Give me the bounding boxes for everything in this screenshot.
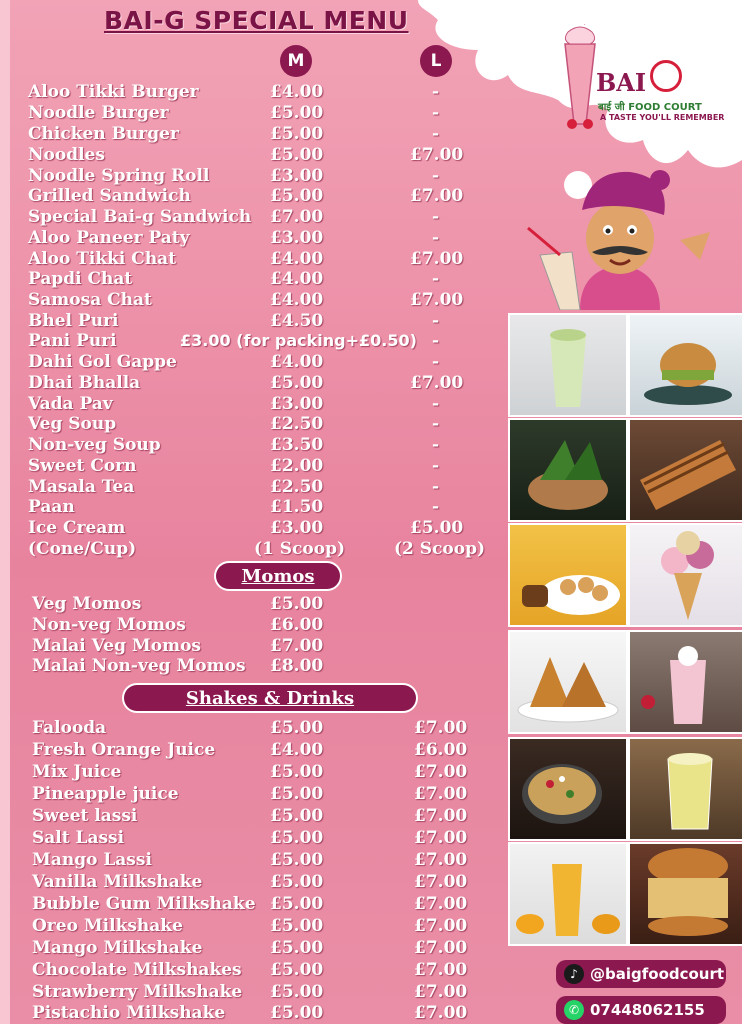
price-medium: £2.50	[270, 414, 324, 434]
price-large: -	[432, 456, 440, 476]
paan-leaf-icon	[510, 420, 626, 520]
burger-icon	[630, 315, 742, 415]
menu-row	[0, 311, 500, 331]
item-name: Mango Milkshake	[32, 938, 203, 958]
price-medium: £5.00	[270, 806, 324, 826]
brand-subtitle	[598, 99, 702, 113]
item-name: Special Bai-g Sandwich	[28, 207, 252, 227]
menu-row	[0, 186, 500, 206]
menu-row	[0, 331, 500, 351]
item-name: Fresh Orange Juice	[32, 740, 216, 760]
menu-row	[0, 103, 500, 123]
price-large: £6.00	[414, 740, 468, 760]
price-medium: £5.00	[270, 916, 324, 936]
momos-row	[0, 656, 500, 676]
tiktok-handle: @baigfoodcourt	[590, 965, 725, 983]
mango-juice-photo	[508, 842, 628, 946]
price-medium: £4.00	[270, 740, 324, 760]
menu-row	[0, 207, 500, 227]
price-medium: £5.00	[270, 850, 324, 870]
drinks-row	[0, 762, 500, 782]
brand-tagline: A TASTE YOU'LL REMEMBER	[600, 113, 725, 122]
noodle-burger-icon	[630, 844, 742, 944]
drinks-title: Shakes & Drinks	[124, 685, 416, 711]
price-medium: £5.00	[270, 373, 324, 393]
glass-drink-icon	[510, 315, 626, 415]
price-medium: £3.00 (for packing+£0.50)	[180, 331, 417, 350]
pani-puri-icon	[510, 525, 626, 625]
menu-row	[0, 373, 500, 393]
price-large: -	[432, 269, 440, 289]
grilled-sandwich-photo	[628, 418, 742, 522]
price-medium: £6.00	[270, 615, 324, 635]
price-medium: £5.00	[270, 762, 324, 782]
price-medium: £5.00	[270, 784, 324, 804]
item-name: Masala Tea	[28, 477, 135, 497]
chaat-bowl-icon	[510, 739, 626, 839]
momos-title: Momos	[216, 563, 340, 589]
momos-row	[0, 594, 500, 614]
item-name: Vada Pav	[28, 394, 113, 414]
price-large: -	[432, 414, 440, 434]
menu-row	[0, 518, 500, 538]
item-name: Aloo Tikki Chat	[28, 249, 177, 269]
price-large: £7.00	[414, 916, 468, 936]
item-name: Oreo Milkshake	[32, 916, 183, 936]
price-large: (2 Scoop)	[394, 539, 486, 559]
ice-cream-cone-icon	[630, 525, 742, 625]
price-large: £7.00	[414, 982, 468, 1002]
brand-hindi: बाई जी	[598, 102, 625, 113]
drinks-section-header	[122, 683, 418, 713]
ice-cream-photo	[628, 523, 742, 627]
brand-food-court: FOOD COURT	[628, 102, 702, 113]
strawberry-milkshake-photo	[628, 630, 742, 734]
item-name: Bubble Gum Milkshake	[32, 894, 256, 914]
price-large: -	[432, 497, 440, 517]
menu-row	[0, 269, 500, 289]
pistachio-shake-photo	[508, 313, 628, 417]
momos-section-header	[214, 561, 342, 591]
logo-milkshake-icon	[560, 24, 600, 134]
price-large: -	[432, 394, 440, 414]
whatsapp-icon: ✆	[564, 1000, 584, 1020]
price-large: -	[432, 228, 440, 248]
price-medium: £3.00	[270, 394, 324, 414]
item-name: Chicken Burger	[28, 124, 179, 144]
chef-mascot-icon	[520, 160, 720, 310]
size-large-badge: L	[420, 45, 452, 77]
price-large: £7.00	[414, 938, 468, 958]
menu-row	[0, 166, 500, 186]
item-name: Samosa Chat	[28, 290, 152, 310]
price-medium: £5.00	[270, 145, 324, 165]
price-large: -	[432, 207, 440, 227]
item-name: Pani Puri	[28, 331, 117, 351]
phone-number: 07448062155	[590, 1001, 705, 1019]
menu-row	[0, 82, 500, 102]
item-name: Mango Lassi	[32, 850, 152, 870]
juice-glass-icon	[510, 844, 626, 944]
price-large: £7.00	[414, 872, 468, 892]
item-name: Vanilla Milkshake	[32, 872, 203, 892]
brand-name: BAI	[596, 68, 647, 97]
price-large: -	[432, 124, 440, 144]
item-name: Non-veg Soup	[28, 435, 161, 455]
item-name: Mix Juice	[32, 762, 122, 782]
price-medium: £7.00	[270, 207, 324, 227]
menu-row	[0, 290, 500, 310]
vada-pav-photo	[628, 313, 742, 417]
momos-row	[0, 636, 500, 656]
drinks-row	[0, 872, 500, 892]
item-name: Papdi Chat	[28, 269, 133, 289]
price-medium: £5.00	[270, 938, 324, 958]
item-name: Strawberry Milkshake	[32, 982, 243, 1002]
menu-row	[0, 124, 500, 144]
price-large: £7.00	[410, 145, 464, 165]
price-large: £7.00	[410, 249, 464, 269]
milkshake-icon	[630, 632, 742, 732]
price-large: -	[432, 477, 440, 497]
price-large: £7.00	[410, 373, 464, 393]
item-name: Aloo Paneer Paty	[28, 228, 190, 248]
price-medium: £5.00	[270, 186, 324, 206]
item-name: Noodle Burger	[28, 103, 169, 123]
price-large: £7.00	[414, 894, 468, 914]
drinks-row	[0, 718, 500, 738]
item-name: Dhai Bhalla	[28, 373, 141, 393]
menu-row	[0, 477, 500, 497]
item-name: Bhel Puri	[28, 311, 119, 331]
price-medium: £5.00	[270, 982, 324, 1002]
menu-row	[0, 352, 500, 372]
menu-row	[0, 249, 500, 269]
price-medium: £3.00	[270, 518, 324, 538]
drinks-row	[0, 894, 500, 914]
price-large: £7.00	[410, 290, 464, 310]
price-medium: £5.00	[270, 872, 324, 892]
menu-row	[0, 228, 500, 248]
phone-button[interactable]	[556, 996, 726, 1024]
drinks-row	[0, 806, 500, 826]
price-large: -	[432, 331, 440, 351]
price-medium: £5.00	[270, 124, 324, 144]
item-name: Aloo Tikki Burger	[28, 82, 199, 102]
item-name: Sweet Corn	[28, 456, 137, 476]
drinks-row	[0, 938, 500, 958]
item-name: Salt Lassi	[32, 828, 125, 848]
item-name: Sweet lassi	[32, 806, 138, 826]
size-medium-badge: M	[280, 45, 312, 77]
menu-row	[0, 456, 500, 476]
price-medium: £7.00	[270, 636, 324, 656]
price-medium: £2.00	[270, 456, 324, 476]
drinks-row	[0, 828, 500, 848]
item-name: Malai Non-veg Momos	[32, 656, 246, 676]
lassi-glass-icon	[630, 739, 742, 839]
drinks-row	[0, 1003, 500, 1023]
item-name: Falooda	[32, 718, 107, 738]
price-medium: £3.00	[270, 166, 324, 186]
drinks-row	[0, 740, 500, 760]
menu-row	[0, 145, 500, 165]
drinks-row	[0, 784, 500, 804]
price-medium: £8.00	[270, 656, 324, 676]
price-large: -	[432, 103, 440, 123]
price-medium: (1 Scoop)	[254, 539, 346, 559]
item-name: Grilled Sandwich	[28, 186, 191, 206]
drinks-row	[0, 916, 500, 936]
price-medium: £4.00	[270, 82, 324, 102]
price-large: -	[432, 166, 440, 186]
chaat-photo	[508, 737, 628, 841]
item-name: Malai Veg Momos	[32, 636, 201, 656]
item-name: Pistachio Milkshake	[32, 1003, 226, 1023]
price-medium: £5.00	[270, 103, 324, 123]
menu-title: BAI-G SPECIAL MENU	[104, 6, 409, 35]
menu-row	[0, 539, 500, 559]
price-large: -	[432, 435, 440, 455]
drinks-row	[0, 850, 500, 870]
item-name: Noodles	[28, 145, 105, 165]
menu-row	[0, 497, 500, 517]
brand-logo-g-icon	[650, 60, 682, 92]
item-name: Veg Soup	[28, 414, 117, 434]
price-medium: £3.00	[270, 228, 324, 248]
price-large: £7.00	[414, 960, 468, 980]
item-name: Non-veg Momos	[32, 615, 186, 635]
item-name: Dahi Gol Gappe	[28, 352, 177, 372]
price-medium: £4.00	[270, 249, 324, 269]
item-name: Chocolate Milkshakes	[32, 960, 242, 980]
price-large: £7.00	[414, 806, 468, 826]
samosa-photo	[508, 630, 628, 734]
price-medium: £2.50	[270, 477, 324, 497]
price-large: £7.00	[410, 186, 464, 206]
paan-photo	[508, 418, 628, 522]
price-large: -	[432, 82, 440, 102]
item-name: Ice Cream	[28, 518, 126, 538]
item-name: Noodle Spring Roll	[28, 166, 210, 186]
menu-row	[0, 394, 500, 414]
pani-puri-photo	[508, 523, 628, 627]
price-medium: £5.00	[270, 960, 324, 980]
price-large: £7.00	[414, 850, 468, 870]
noodle-burger-photo	[628, 842, 742, 946]
mango-lassi-photo	[628, 737, 742, 841]
samosa-icon	[510, 632, 626, 732]
item-name: Veg Momos	[32, 594, 142, 614]
price-medium: £5.00	[270, 594, 324, 614]
price-medium: £1.50	[270, 497, 324, 517]
price-medium: £5.00	[270, 718, 324, 738]
price-large: £7.00	[414, 784, 468, 804]
price-large: -	[432, 311, 440, 331]
menu-row	[0, 414, 500, 434]
price-large: £7.00	[414, 1003, 468, 1023]
price-medium: £4.50	[270, 311, 324, 331]
price-large: £7.00	[414, 828, 468, 848]
price-large: £5.00	[410, 518, 464, 538]
price-large: £7.00	[414, 762, 468, 782]
drinks-row	[0, 982, 500, 1002]
momos-row	[0, 615, 500, 635]
tiktok-icon: ♪	[564, 964, 584, 984]
menu-row	[0, 435, 500, 455]
tiktok-handle-button[interactable]	[556, 960, 726, 988]
price-medium: £4.00	[270, 352, 324, 372]
price-large: -	[432, 352, 440, 372]
price-large: £7.00	[414, 718, 468, 738]
drinks-row	[0, 960, 500, 980]
price-medium: £5.00	[270, 828, 324, 848]
price-medium: £5.00	[270, 1003, 324, 1023]
item-name: (Cone/Cup)	[28, 539, 137, 559]
price-medium: £5.00	[270, 894, 324, 914]
item-name: Paan	[28, 497, 75, 517]
price-medium: £4.00	[270, 269, 324, 289]
price-medium: £4.00	[270, 290, 324, 310]
sandwich-icon	[630, 420, 742, 520]
item-name: Pineapple juice	[32, 784, 179, 804]
price-medium: £3.50	[270, 435, 324, 455]
